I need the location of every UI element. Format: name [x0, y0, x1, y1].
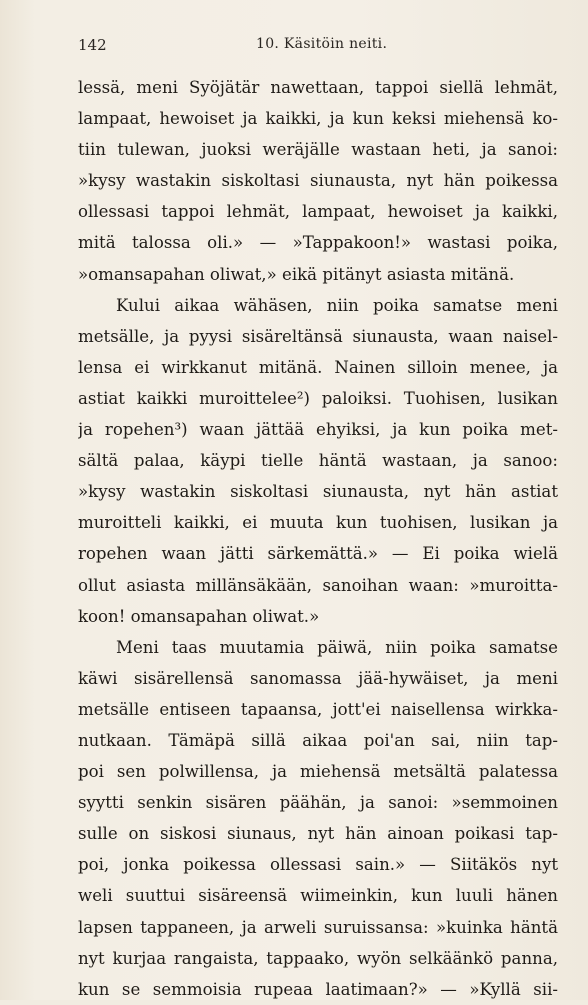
running-head: 10. Käsitöin neiti. — [256, 36, 388, 52]
text-line: tiin tulewan, juoksi weräjälle wastaan heti, ja sanoi: — [78, 140, 558, 160]
text-line: ollut asiasta millänsäkään, sanoihan waan: »muroitta- — [78, 575, 558, 595]
text-line: »kysy wastakin siskoltasi siunausta, nyt hän poikessa — [78, 171, 558, 191]
text-line: lampaat, hewoiset ja kaikki, ja kun keksi miehensä ko- — [78, 109, 558, 129]
text-line: »omansapahan oliwat,» eikä pitänyt asiasta mitänä. — [78, 264, 515, 284]
text-line: »kysy wastakin siskoltasi siunausta, nyt hän astiat — [78, 482, 558, 502]
text-line: lessä, meni Syöjätär nawettaan, tappoi siellä lehmät, — [78, 78, 558, 97]
text-line: Kului aikaa wähäsen, niin poika samatse meni — [116, 295, 558, 315]
text-line: sältä palaa, käypi tielle häntä wastaan, ja sanoo: — [78, 451, 558, 471]
page-header — [78, 36, 558, 58]
text-line: ropehen waan jätti särkemättä.» — Ei poika wielä — [78, 544, 558, 564]
text-line: koon! omansapahan oliwat.» — [78, 606, 320, 626]
text-line: nyt kurjaa rangaista, tappaako, wyön selkäänkö panna, — [78, 948, 558, 968]
text-line: metsälle entiseen tapaansa, jott'ei naisellensa wirkka- — [78, 699, 558, 719]
text-line: ollessasi tappoi lehmät, lampaat, hewoiset ja kaikki, — [78, 202, 558, 222]
text-line: astiat kaikki muroittelee²) paloiksi. Tuohisen, lusikan — [78, 388, 558, 408]
text-line: weli suuttui sisäreensä wiimeinkin, kun luuli hänen — [78, 886, 558, 906]
text-line: poi, jonka poikessa ollessasi sain.» — Siitäkös nyt — [78, 855, 558, 875]
text-line: kun se semmoisia rupeaa laatimaan?» — »Kyllä sii- — [78, 979, 558, 999]
text-line: muroitteli kaikki, ei muuta kun tuohisen, lusikan ja — [78, 513, 558, 533]
text-line: lensa ei wirkkanut mitänä. Nainen silloin menee, ja — [78, 357, 558, 377]
text-line: sulle on siskosi siunaus, nyt hän ainoan poikasi tap- — [78, 824, 558, 844]
text-line: syytti senkin sisären päähän, ja sanoi: »semmoinen — [78, 793, 558, 813]
text-line: nutkaan. Tämäpä sillä aikaa poi'an sai, niin tap- — [78, 730, 558, 750]
text-line: poi sen polwillensa, ja miehensä metsältä palatessa — [78, 762, 558, 782]
text-line: Meni taas muutamia päiwä, niin poika samatse — [116, 637, 558, 657]
text-line: mitä talossa oli.» — »Tappakoon!» wastasi poika, — [78, 233, 558, 253]
text-line: lapsen tappaneen, ja arweli suruissansa: »kuinka häntä — [78, 917, 558, 937]
text-line: metsälle, ja pyysi sisäreltänsä siunausta, waan naisel- — [78, 326, 558, 346]
text-line: käwi sisärellensä sanomassa jää-hywäiset, ja meni — [78, 668, 558, 688]
body-text — [78, 72, 558, 1005]
page-number: 142 — [78, 36, 107, 54]
text-line: ja ropehen³) waan jättää ehyiksi, ja kun poika met- — [78, 420, 558, 440]
